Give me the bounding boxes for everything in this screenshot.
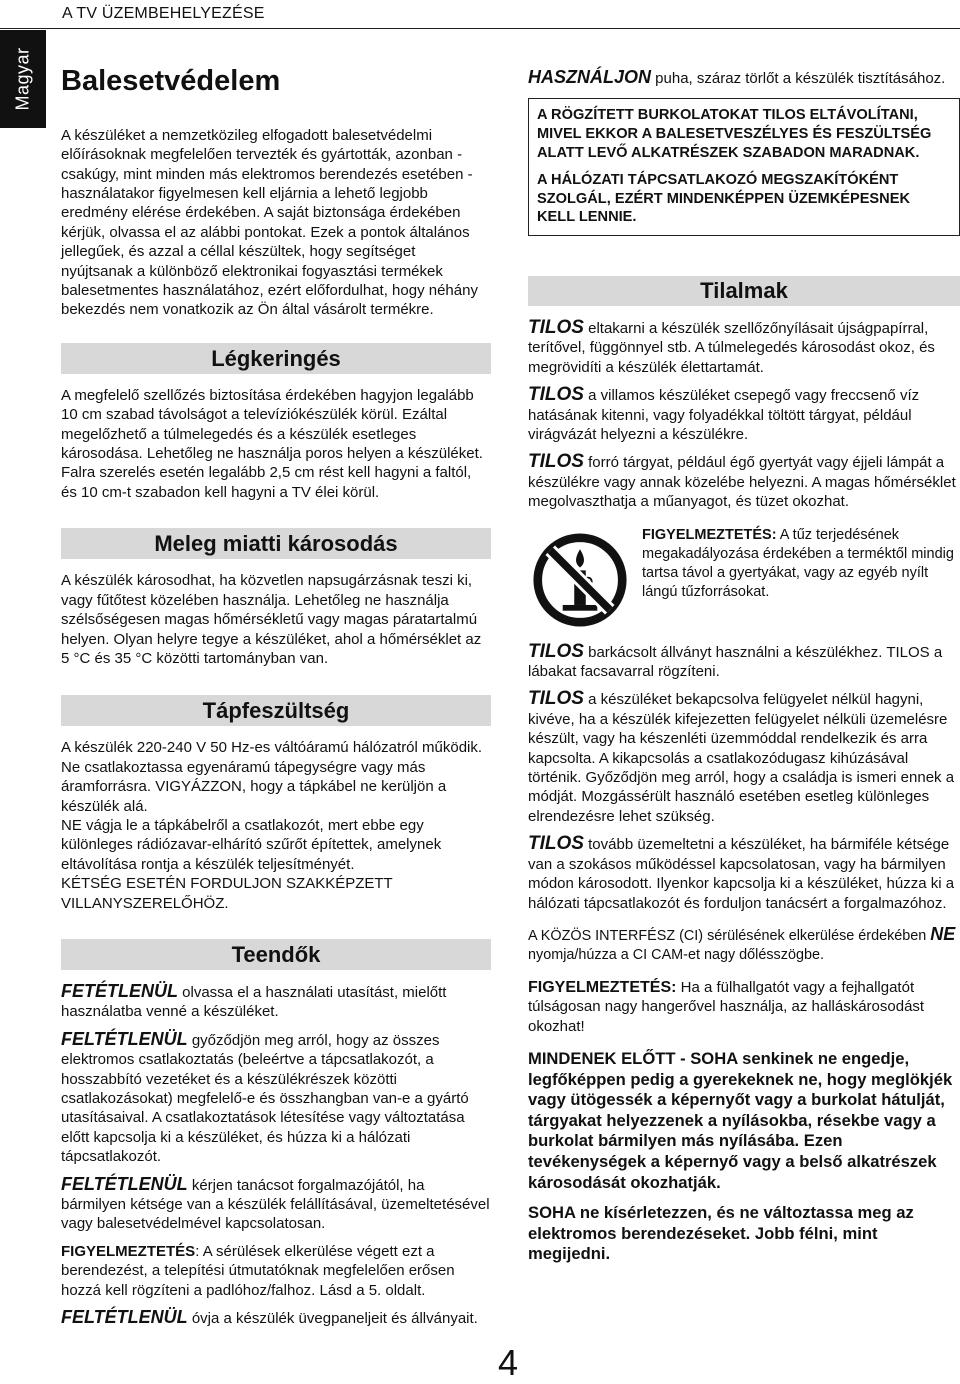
prohibition-3	[528, 452, 960, 511]
todo-text-1: olvassa el a használati utasítást, mielőtt használatba venné a készüléket.	[61, 983, 447, 1021]
language-tab	[0, 30, 46, 128]
heat-text: A készülék károsodhat, ha közvetlen napsugárzásnak teszi ki, vagy fűtőtest közelében használja. Lehetőleg ne használja szélsőségesen magas hőmérsékletű vagy magas páratartalmú helyen. Olyan helyre tegye a készüléket, ahol a hőmérséklet az 5 °C és 35 °C közötti tartományban van.	[61, 572, 482, 667]
ci-warning	[528, 925, 960, 966]
cleaning-lead: HASZNÁLJON	[528, 67, 652, 87]
prohibition-2	[528, 385, 960, 444]
prohibition-text-2: a villamos készüléket csepegő vagy freccsenő víz hatásának kitenni, vagy folyadékkal töltött tárgyat, például virágvázát helyezni a készülékre.	[528, 387, 920, 443]
todo-text-5: óvja a készülék üvegpaneljeit és állványait.	[187, 1310, 478, 1328]
intro-text-2: Ezek a pontok általános jellegűek, és azzal a céllal készültek, hogy segítséget nyújtsanak a különböző elektronikai fogyasztási termékek balesetmentes használatához, ezért előfordulhat, hogy néhány bekezdés nem vonatkozik az Ön által vásárolt termékre.	[61, 223, 478, 319]
prohibition-6	[528, 834, 960, 913]
section-heading-todo: Teendők	[61, 939, 491, 970]
power-text-3: KÉTSÉG ESETÉN FORDULJON SZAKKÉPZETT VILLANYSZERELŐHÖZ.	[61, 875, 393, 912]
power-text-1: A készülék 220-240 V 50 Hz-es váltóáramú hálózatról működik. Ne csatlakoztassa egyenáramú tápegységre vagy más áramforrásra. VIGYÁZZON, hogy a tápkábel ne kerüljön a készülék alá.	[61, 739, 483, 815]
never-warning-2: SOHA ne kísérletezzen, és ne változtassa meg az elektromos berendezéseket. Jobb félni, mint megijedni.	[528, 1203, 914, 1264]
no-candle-icon	[532, 532, 628, 628]
fire-warning	[528, 526, 960, 628]
fire-warning-lead: FIGYELMEZTETÉS:	[642, 526, 777, 543]
headphone-lead: FIGYELMEZTETÉS:	[528, 978, 677, 996]
never-warning-1: MINDENEK ELŐTT - SOHA senkinek ne engedje, legfőképpen pedig a gyerekeknek ne, hogy meglökjék vagy ütögessék a képernyőt vagy a burkolat hátulját, tárgyakat helyezzenek a nyílásokba, résekbe vagy a burkolat bármilyen más nyílásába. Ezen tevékenységek a képernyő vagy a belső alkatrészek károsodását okozhatják.	[528, 1048, 953, 1192]
prohibition-lead-3: TILOS	[528, 451, 584, 473]
headphone-warning	[528, 978, 960, 1036]
ci-lead: NE	[930, 923, 956, 944]
ci-text-2: nyomja/húzza a CI CAM-et nagy dőlésszögbe.	[528, 947, 824, 964]
todo-item-2	[61, 1030, 491, 1167]
page-title: Balesetvédelem	[61, 65, 281, 97]
prohibition-lead-2: TILOS	[528, 384, 584, 406]
intro-text-1: A készüléket a nemzetközileg elfogadott balesetvédelmi előírásoknak megfelelően tervezték és gyártották, azonban - csakúgy, mint minden más elektromos berendezés esetében - használatakor figyelmesen kell eljárnia a lehető legjobb eredmény elérése érdekében. A saját biztonsága érdekében kérjük, olvassa el az alábbi pontokat.	[61, 126, 473, 241]
todo-text-2: győződjön meg arról, hogy az összes elektromos csatlakoztatás (beleértve a tápcsatlakozót, a hosszabbító vezetéket és a készülékrészek közötti csatlakozásokat) megfelelő-e és összhangban van-e a gyártó utasításaival. A csatlakoztatások létesítése vagy változtatása előtt kapcsolja ki a készüléket, és húzza ki a hálózati tápcsatlakozót.	[61, 1031, 469, 1166]
ci-text-1: A KÖZÖS INTERFÉSZ (CI) sérülésének elkerülése érdekében	[528, 927, 931, 944]
right-column	[528, 68, 960, 1265]
page-number: 4	[498, 1342, 519, 1383]
prohibition-5	[528, 689, 960, 826]
prohibition-text-5: a készüléket bekapcsolva felügyelet nélkül hagyni, kivéve, ha a készülék kifejezetten felügyelet nélküli üzemelésre készült, vagy ha készenléti üzemmóddal rendelkezik és arra kapcsolta. A kikapcsolás a csatlakozódugasz kihúzásával történik. Győződjön meg arról, hogy a családja is ismeri ennek a módját. Mozgássérült használó esetében esetleg különleges elrendezésre lehet szükség.	[528, 691, 955, 825]
section-header: A TV ÜZEMBEHELYEZÉSE	[62, 5, 265, 22]
header-divider	[0, 28, 960, 29]
todo-lead-5: FELTÉTLENÜL	[61, 1307, 188, 1328]
cleaning-text: puha, száraz törlőt a készülék tisztításához.	[651, 70, 946, 87]
section-heading-airflow: Légkeringés	[61, 343, 491, 374]
todo-lead-3: FELTÉTLENÜL	[61, 1173, 188, 1194]
section-heading-heat: Meleg miatti károsodás	[61, 528, 491, 559]
prohibition-lead-6: TILOS	[528, 833, 584, 855]
cleaning-note	[528, 68, 960, 88]
todo-item-1	[61, 982, 491, 1022]
todo-lead-2: FELTÉTLENÜL	[61, 1028, 188, 1049]
fire-warning-text	[642, 526, 960, 628]
prohibition-4	[528, 642, 960, 682]
todo-lead-4: FIGYELMEZTETÉS	[61, 1242, 196, 1260]
airflow-text: A megfelelő szellőzés biztosítása érdekében hagyjon legalább 10 cm szabad távolságot a televíziókészülék körül. Ezáltal megelőzhető a túlmelegedés és a készülék esetleges károsodása. Lehetőleg ne használja poros helyen a készüléket. Falra szerelés esetén legalább 2,5 cm rést kell hagyni a faltól, és 10 cm-t szabadon kell hagyni a TV élei körül.	[61, 386, 483, 501]
language-label: Magyar	[12, 47, 33, 111]
prohibition-lead-5: TILOS	[528, 688, 584, 710]
todo-item-3	[61, 1175, 491, 1234]
left-column	[61, 64, 491, 1328]
prohibition-lead-1: TILOS	[528, 316, 584, 338]
headphone-text: Ha a fülhallgatót vagy a fejhallgatót túlságosan nagy hangerővel használja, az halláskárosodást okozhat!	[528, 978, 925, 1035]
intro-paragraph	[61, 126, 491, 320]
todo-text-4: : A sérülések elkerülése végett ezt a berendezést, a telepítési útmutatóknak megfelelően erősen hozzá kell rögzíteni a padlóhoz/falhoz. Lásd a 5. oldalt.	[61, 1242, 455, 1299]
todo-item-5	[61, 1308, 491, 1328]
fire-warning-body: A tűz terjedésének megakadályozása érdekében a terméktől mindig tartsa távol a gyertyákat, vagy az egyéb nyílt lángú tűzforrásokat.	[642, 526, 954, 600]
warning-plug: A HÁLÓZATI TÁPCSATLAKOZÓ MEGSZAKÍTÓKÉNT SZOLGÁL, EZÉRT MINDENKÉPPEN ÜZEMKÉPESNEK KELL LENNIE.	[537, 172, 910, 226]
prohibition-lead-4: TILOS	[528, 640, 584, 662]
power-text-2: NE vágja le a tápkábelről a csatlakozót, mert ebbe egy különleges rádiózavar-elhárító szűrőt építettek, amelynek eltávolítása rontja a készülék teljesítményét.	[61, 816, 442, 873]
prohibition-text-1: eltakarni a készülék szellőzőnyílásait újságpapírral, terítővel, függönnyel stb. A túlmelegedés károsodást okoz, és megrövidíti a készülék élettartamát.	[528, 319, 935, 376]
todo-item-4	[61, 1242, 491, 1300]
todo-lead-1: FETÉTLENÜL	[61, 980, 178, 1001]
warning-covers: A RÖGZÍTETT BURKOLATOKAT TILOS ELTÁVOLÍTANI, MIVEL EKKOR A BALESETVESZÉLYES ÉS FESZÜLTSÉG ALATT LEVŐ ALKATRÉSZEK SZABADON MARADNAK.	[537, 107, 932, 161]
todo-text-3: kérjen tanácsot forgalmazójától, ha bármilyen kétsége van a készülék felállításával, üzemeltetésével vagy balesetvédelmével kapcsolatosan.	[61, 1176, 490, 1233]
section-heading-power: Tápfeszültség	[61, 695, 491, 726]
prohibition-text-3: forró tárgyat, például égő gyertyát vagy éjjeli lámpát a készülékre vagy annak közelébe helyezni. A magas hőmérséklet megolvaszthatja a műanyagot, és tüzet okozhat.	[528, 454, 956, 511]
warning-box	[528, 98, 960, 236]
prohibition-1	[528, 318, 960, 377]
prohibition-text-4: barkácsolt állványt használni a készülékhez. TILOS a lábakat facsavarral rögzíteni.	[528, 643, 943, 681]
section-heading-prohibitions: Tilalmak	[528, 276, 960, 306]
prohibition-text-6: tovább üzemeltetni a készüléket, ha bármiféle kétsége van a szokásos működéssel kapcsolatosan, vagy ha bármilyen módon károsodott. Ilyenkor kapcsolja ki a készüléket, húzza ki a hálózati tápcsatlakozót és forduljon tanácsért a forgalmazóhoz.	[528, 836, 955, 912]
